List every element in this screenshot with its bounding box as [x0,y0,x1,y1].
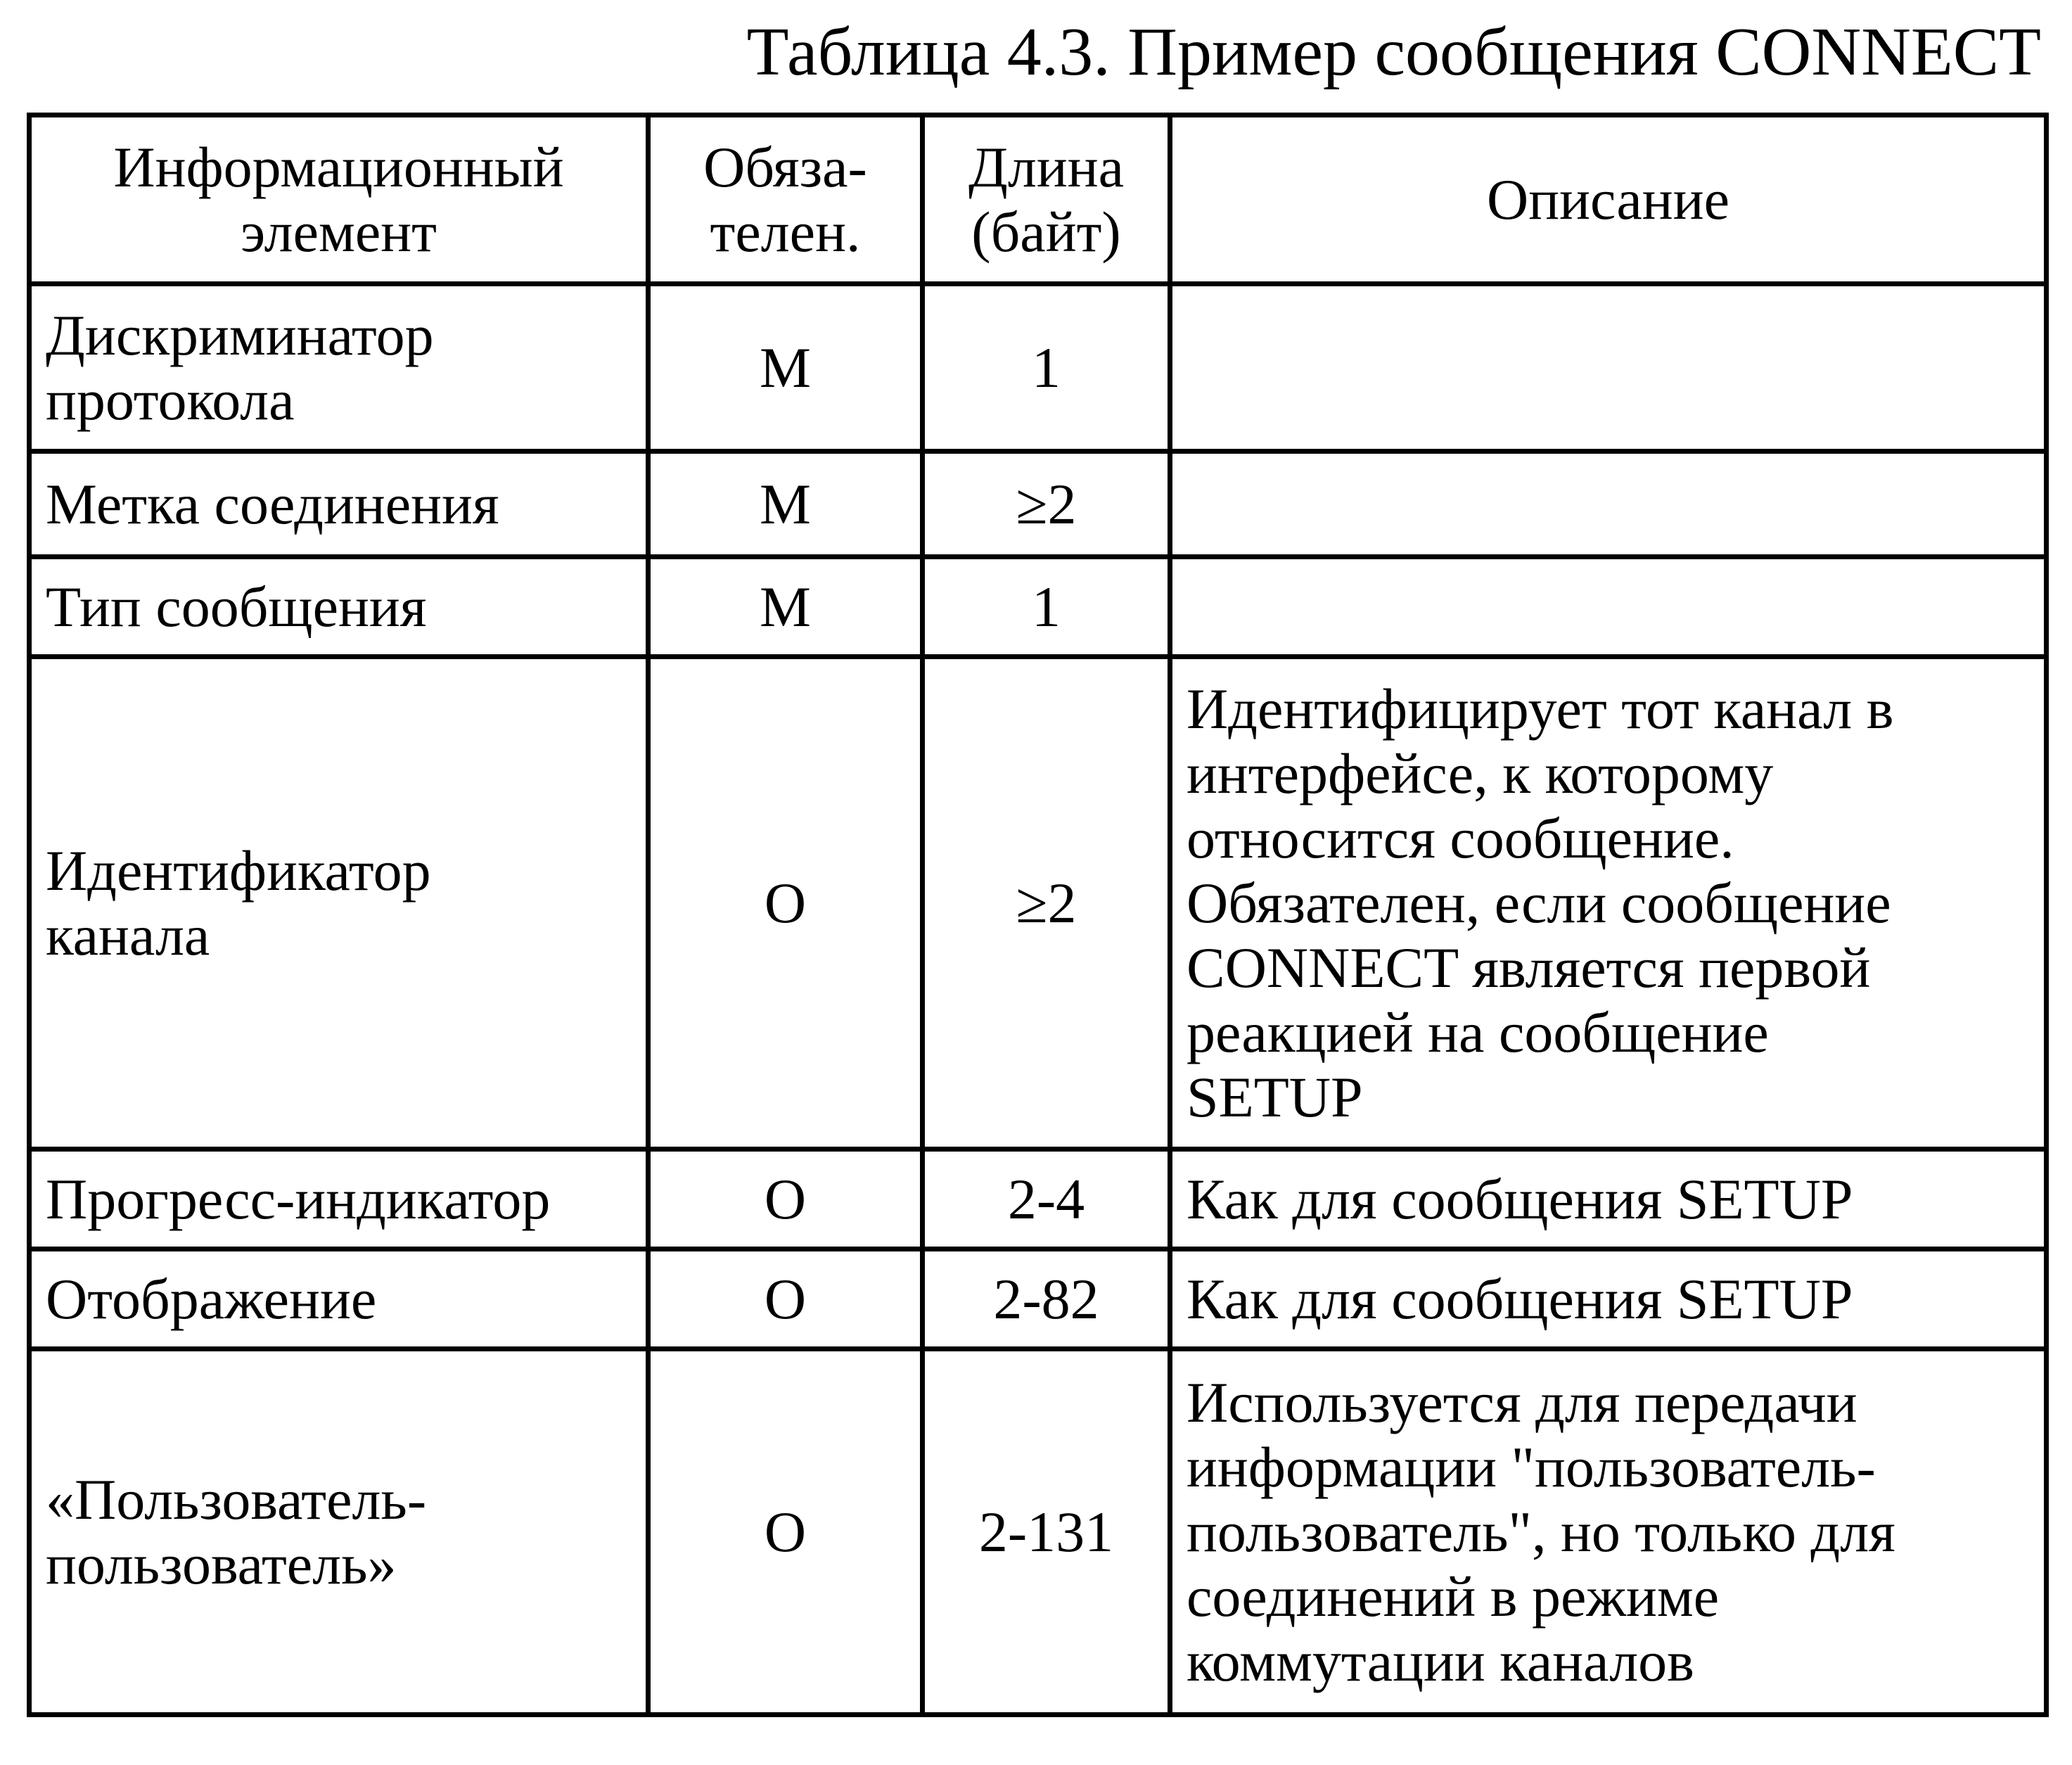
element-line: Прогресс-индикатор [46,1166,551,1231]
header-element-line: элемент [240,199,437,264]
description-line: информации "пользователь- [1187,1434,1876,1499]
length-cell: 1 [923,284,1170,452]
header-required [648,115,923,284]
element-cell [30,284,648,452]
required-cell: O [648,1349,923,1715]
element-line: Тип сообщения [46,574,427,639]
element-cell [30,452,648,557]
description-line: реакцией на сообщение [1187,1000,1769,1064]
description-line: пользователь", но только для [1187,1499,1895,1564]
element-cell [30,657,648,1149]
header-row [30,115,2047,284]
description-line: Как для сообщения SETUP [1187,1266,1853,1331]
length-cell: ≥2 [923,657,1170,1149]
header-length-line: Длина [968,134,1124,199]
description-line: Используется для передачи [1187,1370,1857,1434]
element-cell [30,557,648,657]
required-cell: O [648,1149,923,1249]
description-line: CONNECT является первой [1187,935,1871,1000]
table-row [30,557,2047,657]
length-cell: 2-131 [923,1349,1170,1715]
required-cell: O [648,1249,923,1349]
element-line: «Пользователь- [46,1467,427,1531]
header-element [30,115,648,284]
description-cell [1170,557,2047,657]
description-line: Как для сообщения SETUP [1187,1166,1853,1231]
required-cell: O [648,657,923,1149]
description-line: Идентифицирует тот канал в [1187,676,1894,741]
element-line: Отображение [46,1266,377,1331]
header-description: Описание [1170,115,2047,284]
element-cell [30,1349,648,1715]
header-length [923,115,1170,284]
table-row [30,657,2047,1149]
element-line: протокола [46,367,295,432]
table-row [30,1349,2047,1715]
element-line: Дискриминатор [46,302,434,367]
header-required-line: Обяза- [703,134,867,199]
element-line: Метка соединения [46,471,499,536]
length-cell: 1 [923,557,1170,657]
element-cell [30,1249,648,1349]
length-cell: 2-82 [923,1249,1170,1349]
description-line: относится сообщение. [1187,805,1734,870]
description-line: SETUP [1187,1064,1363,1129]
description-cell [1170,1249,2047,1349]
header-required-line: телен. [710,199,861,264]
header-element-line: Информационный [113,134,564,199]
description-cell [1170,657,2047,1149]
table-row [30,1149,2047,1249]
element-line: канала [46,903,210,967]
table-row [30,1249,2047,1349]
element-line: пользователь» [46,1531,397,1596]
length-cell: ≥2 [923,452,1170,557]
description-line: коммутации каналов [1187,1629,1694,1693]
required-cell: M [648,452,923,557]
description-cell [1170,452,2047,557]
required-cell: M [648,284,923,452]
length-cell: 2-4 [923,1149,1170,1249]
connect-message-table [27,113,2049,1717]
required-cell: M [648,557,923,657]
header-length-line: (байт) [971,199,1121,264]
element-cell [30,1149,648,1249]
table-caption: Таблица 4.3. Пример сообщения CONNECT [746,14,2041,90]
description-cell [1170,284,2047,452]
description-line: соединений в режиме [1187,1564,1720,1629]
description-cell [1170,1149,2047,1249]
description-cell [1170,1349,2047,1715]
element-line: Идентификатор [46,838,431,903]
table-row [30,284,2047,452]
description-line: интерфейсе, к которому [1187,741,1774,805]
table-row [30,452,2047,557]
description-line: Обязателен, если сообщение [1187,870,1891,935]
